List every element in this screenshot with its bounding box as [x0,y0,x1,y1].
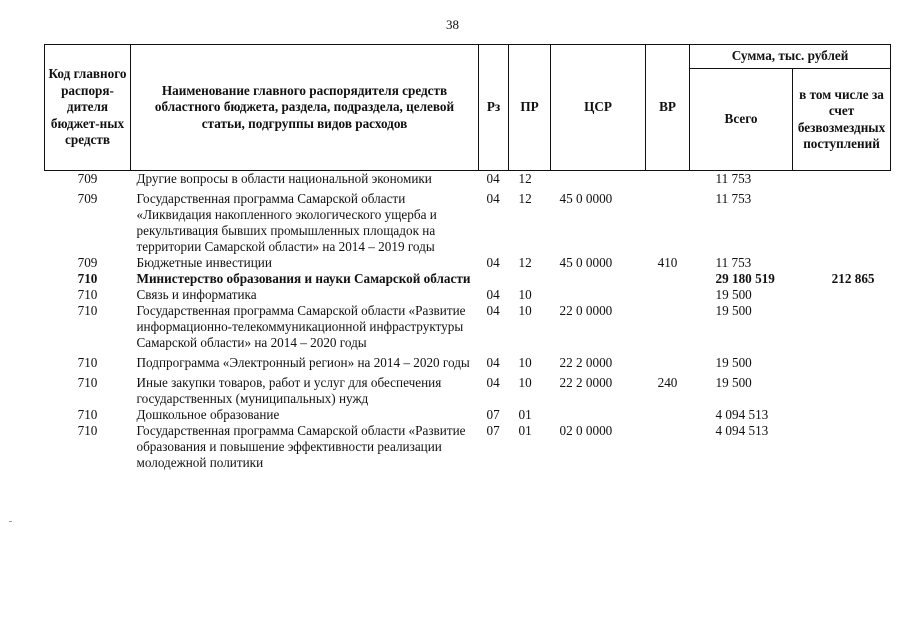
row-csr: 45 0 0000 [559,255,613,270]
row-vr [646,171,690,188]
budget-table [44,44,891,471]
row-free [793,171,891,188]
row-csr: 22 0 0000 [559,303,613,318]
row-csr: 22 2 0000 [559,355,613,370]
row-pr: 10 [518,355,532,370]
row-code: 710 [77,407,98,422]
row-name: Государственная программа Самарской области «Развитие информационно-телекоммуникационной инфраструктуры Самарской области» на 2014 – 2020 годы [136,303,466,350]
row-code: 710 [77,287,98,302]
row-rz [479,271,509,287]
row-rz: 07 [486,407,500,422]
row-csr [551,287,646,303]
row-code: 710 [77,303,98,318]
header-name: Наименование главного распорядителя средств областного бюджета, раздела, подраздела, целевой статьи, подгруппы видов расходов [131,45,479,171]
header-code: Код главного распоря-дителя бюджет-ных средств [45,45,131,171]
row-name: Министерство образования и науки Самарской области [136,271,471,286]
row-name: Связь и информатика [136,287,257,302]
row-pr: 12 [518,255,532,270]
table-row [45,351,891,371]
row-total: 11 753 [715,191,752,206]
row-free [793,351,891,371]
row-pr: 01 [518,423,532,438]
row-free [793,303,891,351]
row-vr [646,287,690,303]
table-body [45,171,891,472]
scan-edge-mark [9,521,12,522]
row-free [793,287,891,303]
row-pr: 12 [518,191,532,206]
row-pr: 10 [518,303,532,318]
row-vr [646,271,690,287]
row-code: 709 [77,191,98,206]
row-free [793,423,891,471]
row-code: 709 [77,255,98,270]
row-total: 19 500 [715,303,752,318]
row-pr: 10 [518,375,532,390]
table-row [45,187,891,255]
header-vr: ВР [646,45,690,171]
row-name: Дошкольное образование [136,407,280,422]
header-free: в том числе за счет безвозмездных поступлений [793,69,891,171]
row-vr: 240 [657,375,678,390]
row-pr: 10 [518,287,532,302]
row-rz: 07 [486,423,500,438]
header-sum-group: Сумма, тыс. рублей [690,45,891,69]
header-rz: Рз [479,45,509,171]
row-total: 11 753 [715,255,752,270]
row-code: 709 [77,171,98,186]
row-csr [551,407,646,423]
table-row [45,171,891,188]
row-total: 19 500 [715,375,752,390]
page-number: 38 [446,17,459,32]
row-name: Государственная программа Самарской области «Развитие образования и повышение эффективности реализации молодежной политики [136,423,466,470]
row-free [793,187,891,255]
row-rz: 04 [486,255,500,270]
table-row [45,423,891,471]
table-row [45,255,891,271]
row-rz: 04 [486,355,500,370]
row-free [793,371,891,407]
row-total: 19 500 [715,287,752,302]
row-total: 4 094 513 [715,407,769,422]
row-rz: 04 [486,191,500,206]
row-csr: 02 0 0000 [559,423,613,438]
row-total: 29 180 519 [715,271,775,286]
table-row [45,287,891,303]
row-free: 212 865 [831,271,875,286]
row-csr: 22 2 0000 [559,375,613,390]
table-row [45,371,891,407]
row-code: 710 [77,271,98,286]
header-pr: ПР [509,45,551,171]
row-csr [551,171,646,188]
header-total: Всего [690,69,793,171]
row-code: 710 [77,355,98,370]
row-rz: 04 [486,303,500,318]
row-free [793,255,891,271]
row-rz: 04 [486,171,500,186]
row-total: 11 753 [715,171,752,186]
row-name: Подпрограмма «Электронный регион» на 2014 – 2020 годы [136,355,470,370]
row-csr: 45 0 0000 [559,191,613,206]
row-rz: 04 [486,375,500,390]
row-pr: 12 [518,171,532,186]
row-name: Иные закупки товаров, работ и услуг для обеспечения государственных (муниципальных) нужд [136,375,442,406]
row-csr [551,271,646,287]
row-name: Другие вопросы в области национальной экономики [136,171,432,186]
row-rz: 04 [486,287,500,302]
row-vr [646,423,690,471]
row-code: 710 [77,423,98,438]
row-free [793,407,891,423]
table-row [45,407,891,423]
table-row [45,303,891,351]
row-pr: 01 [518,407,532,422]
row-vr: 410 [657,255,678,270]
table-header [45,45,891,171]
row-name: Государственная программа Самарской области «Ликвидация накопленного экологического ущерба и рекультивация бывших промышленных площадок на территории Самарской области» на 2014 – 2019 годы [136,191,437,254]
row-vr [646,407,690,423]
row-vr [646,187,690,255]
row-vr [646,303,690,351]
row-total: 4 094 513 [715,423,769,438]
table-row-bold [45,271,891,287]
row-total: 19 500 [715,355,752,370]
header-csr: ЦСР [551,45,646,171]
row-name: Бюджетные инвестиции [136,255,272,270]
row-vr [646,351,690,371]
row-code: 710 [77,375,98,390]
row-pr [509,271,551,287]
